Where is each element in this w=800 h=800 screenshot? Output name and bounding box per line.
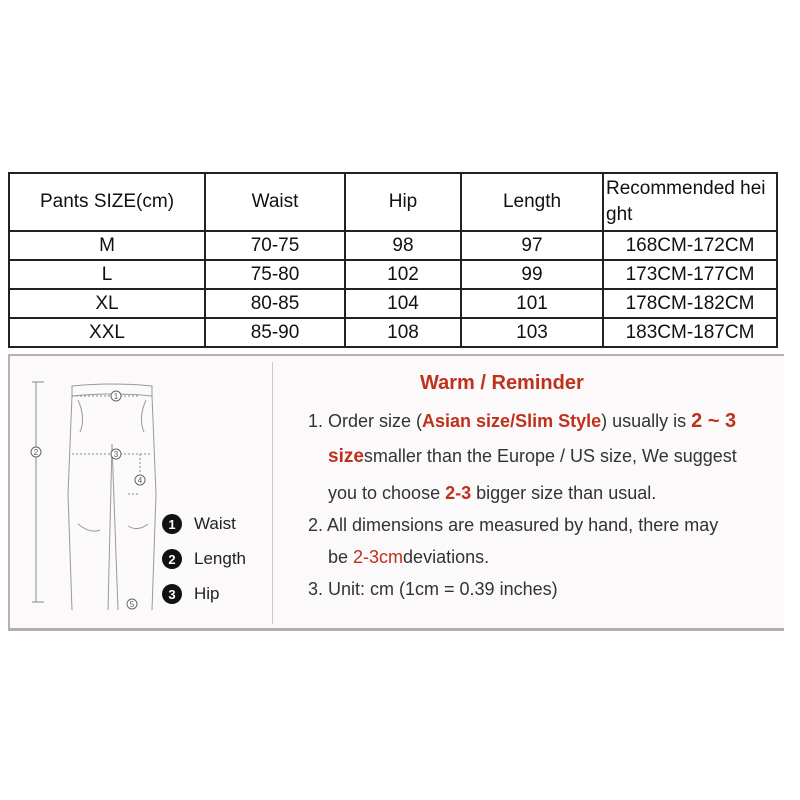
reminder-item-1-line-2 xyxy=(328,446,737,468)
table-row xyxy=(9,260,777,289)
highlight-asian-size: Asian size/Slim Style xyxy=(422,411,602,431)
cell-size: XXL xyxy=(9,318,205,347)
left-leg-outer xyxy=(68,396,72,610)
right-leg-outer xyxy=(152,396,156,610)
header-recommended-height: Recommended height xyxy=(603,173,777,231)
reminder-item-2-line-2 xyxy=(328,547,489,568)
cell-waist: 70-75 xyxy=(205,231,345,260)
legend-item-waist xyxy=(162,514,236,534)
table-header-row xyxy=(9,173,777,231)
inseam-line xyxy=(108,444,112,610)
reminder-panel xyxy=(8,354,784,631)
table-row xyxy=(9,231,777,260)
cell-length: 101 xyxy=(461,289,603,318)
cell-hip: 108 xyxy=(345,318,461,347)
marker-4-label: 4 xyxy=(137,476,143,485)
table-row xyxy=(9,318,777,347)
cell-height: 178CM-182CM xyxy=(603,289,777,318)
header-hip: Hip xyxy=(345,173,461,231)
number-2-icon: 2 xyxy=(162,549,182,569)
size-chart-table xyxy=(8,172,778,348)
text-segment: smaller than the Europe / US size, We suggest xyxy=(363,446,737,466)
number-1-icon: 1 xyxy=(162,514,182,534)
reminder-item-3: 3. Unit: cm (1cm = 0.39 inches) xyxy=(308,579,558,599)
cell-hip: 104 xyxy=(345,289,461,318)
reminder-item-1-line-3 xyxy=(328,483,656,504)
cell-hip: 102 xyxy=(345,260,461,289)
panel-divider xyxy=(272,362,273,624)
inseam-line-right xyxy=(112,444,118,610)
cell-size: XL xyxy=(9,289,205,318)
pants-measurement-diagram xyxy=(28,374,158,610)
cell-size: M xyxy=(9,231,205,260)
cell-length: 97 xyxy=(461,231,603,260)
cell-height: 173CM-177CM xyxy=(603,260,777,289)
highlight-size: size xyxy=(328,446,364,467)
highlight-size-range: 2 ~ 3 xyxy=(691,410,737,432)
text-segment: bigger size than usual. xyxy=(471,483,657,503)
cell-waist: 75-80 xyxy=(205,260,345,289)
reminder-item-2-line-1: 2. All dimensions are measured by hand, there may xyxy=(308,515,719,535)
legend-label: Waist xyxy=(194,514,236,533)
reminder-item-1-line-1 xyxy=(308,410,736,433)
cell-height: 183CM-187CM xyxy=(603,318,777,347)
highlight-bigger-size: 2-3 xyxy=(445,483,472,503)
number-3-icon: 3 xyxy=(162,584,182,604)
marker-5-label: 5 xyxy=(129,600,135,609)
legend-label: Hip xyxy=(194,584,220,603)
legend-item-length xyxy=(162,549,246,569)
legend-label: Length xyxy=(194,549,246,568)
text-segment: deviations. xyxy=(403,547,490,567)
legend-item-hip xyxy=(162,584,220,604)
cell-waist: 80-85 xyxy=(205,289,345,318)
table-row xyxy=(9,289,777,318)
cell-waist: 85-90 xyxy=(205,318,345,347)
cell-hip: 98 xyxy=(345,231,461,260)
header-size: Pants SIZE(cm) xyxy=(9,173,205,231)
header-length: Length xyxy=(461,173,603,231)
highlight-deviation: 2-3cm xyxy=(353,547,404,567)
header-waist: Waist xyxy=(205,173,345,231)
marker-1-label: 1 xyxy=(113,392,119,401)
text-segment: 1. Order size ( xyxy=(308,411,423,431)
marker-3-label: 3 xyxy=(113,450,119,459)
cell-length: 99 xyxy=(461,260,603,289)
panel-border xyxy=(8,356,10,628)
text-segment: ) usually is xyxy=(601,411,692,431)
reminder-title: Warm / Reminder xyxy=(420,372,584,394)
text-segment: you to choose xyxy=(328,483,446,503)
text-segment: be xyxy=(328,547,354,567)
cell-size: L xyxy=(9,260,205,289)
cell-height: 168CM-172CM xyxy=(603,231,777,260)
cell-length: 103 xyxy=(461,318,603,347)
marker-2-label: 2 xyxy=(33,448,39,457)
